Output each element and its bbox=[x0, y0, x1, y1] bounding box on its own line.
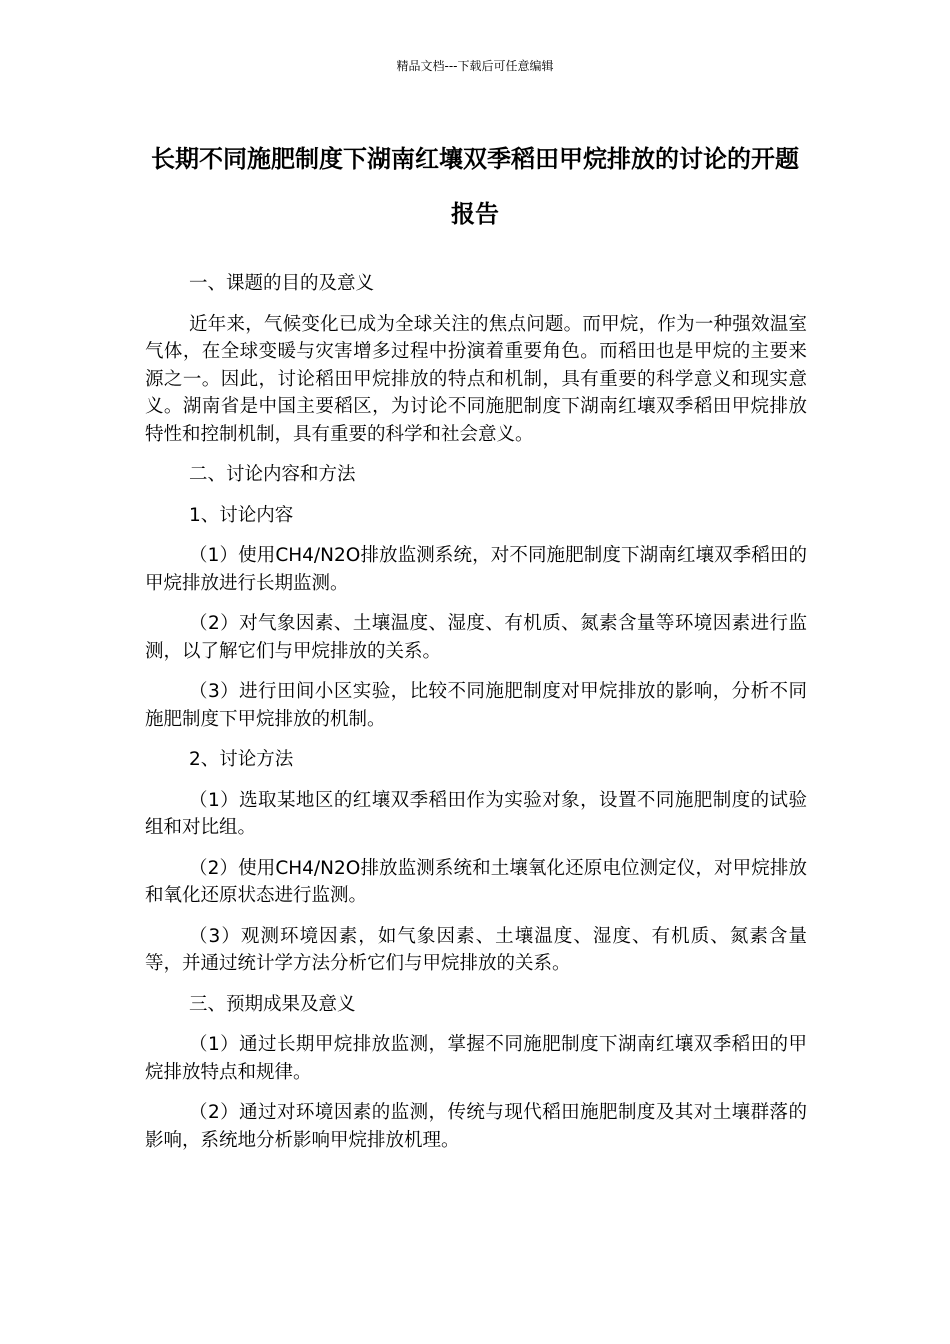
paragraph-background: 近年来，气候变化已成为全球关注的焦点问题。而甲烷，作为一种强效温室气体，在全球变暖与灾害增多过程中扮演着重要角色。而稻田也是甲烷的主要来源之一。因此，讨论稻田甲烷排放的特点和机制，具有重要的科学意义和现实意义。湖南省是中国主要稻区，为讨论不同施肥制度下湖南红壤双季稻田甲烷排放特性和控制机制，具有重要的科学和社会意义。 bbox=[145, 313, 807, 445]
list-item: （2）使用CH4/N2O排放监测系统和土壤氧化还原电位测定仪，对甲烷排放和氧化还原状态进行监测。 bbox=[145, 857, 807, 906]
list-item: （3）观测环境因素，如气象因素、土壤温度、湿度、有机质、氮素含量等，并通过统计学方法分析它们与甲烷排放的关系。 bbox=[145, 925, 807, 974]
section-heading-content-methods: 二、讨论内容和方法 bbox=[189, 464, 356, 485]
subsection-heading-methods: 2、讨论方法 bbox=[189, 749, 294, 770]
list-item: （3）进行田间小区实验，比较不同施肥制度对甲烷排放的影响，分析不同施肥制度下甲烷排放的机制。 bbox=[145, 681, 807, 730]
list-item: （1）使用CH4/N2O排放监测系统，对不同施肥制度下湖南红壤双季稻田的甲烷排放进行长期监测。 bbox=[145, 545, 807, 594]
document-body bbox=[145, 270, 807, 1167]
list-item: （1）通过长期甲烷排放监测，掌握不同施肥制度下湖南红壤双季稻田的甲烷排放特点和规律。 bbox=[145, 1034, 807, 1083]
list-item: （1）选取某地区的红壤双季稻田作为实验对象，设置不同施肥制度的试验组和对比组。 bbox=[145, 789, 807, 838]
list-item: （2）通过对环境因素的监测，传统与现代稻田施肥制度及其对土壤群落的影响，系统地分析影响甲烷排放机理。 bbox=[145, 1102, 807, 1151]
section-heading-expected-results: 三、预期成果及意义 bbox=[189, 993, 356, 1015]
document-title: 长期不同施肥制度下湖南红壤双季稻田甲烷排放的讨论的开题报告 bbox=[151, 145, 799, 228]
section-heading-purpose: 一、课题的目的及意义 bbox=[189, 273, 375, 294]
subsection-heading-content: 1、讨论内容 bbox=[189, 504, 294, 526]
page-header: 精品文档---下载后可任意编辑 bbox=[396, 59, 554, 73]
list-item: （2）对气象因素、土壤温度、湿度、有机质、氮素含量等环境因素进行监测，以了解它们与甲烷排放的关系。 bbox=[145, 613, 807, 662]
